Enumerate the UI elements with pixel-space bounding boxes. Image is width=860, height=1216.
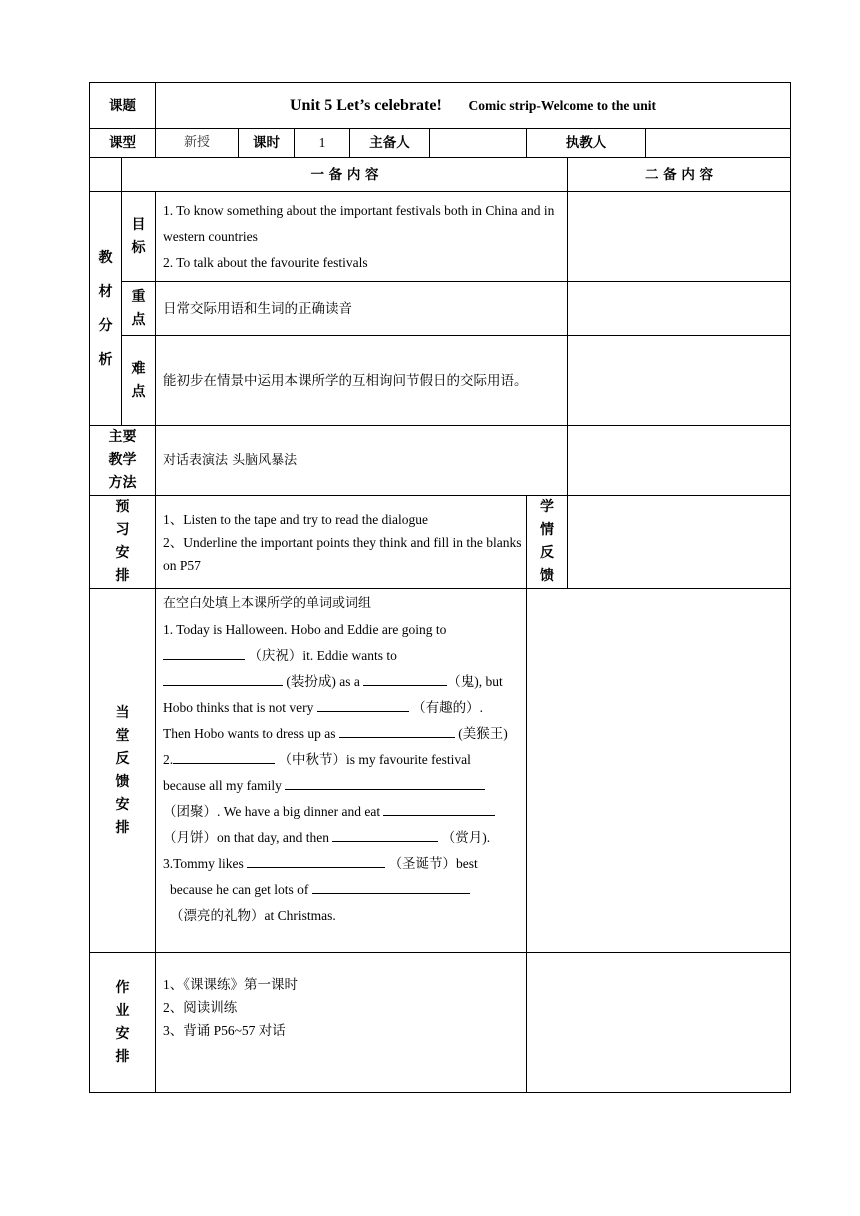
- q2-line-3: （团聚）. We have a big dinner and eat: [163, 799, 522, 825]
- q1-line-4: Hobo thinks that is not very （有趣的）.: [163, 695, 522, 721]
- type-value: 新授: [156, 129, 239, 158]
- objectives-content: [156, 192, 568, 282]
- q1-line-5: Then Hobo wants to dress up as (美猴王): [163, 721, 522, 747]
- homework-content: [156, 953, 527, 1093]
- classwork-intro: 在空白处填上本课所学的单词或词组: [163, 596, 372, 611]
- q2-line-4: （月饼）on that day, and then （赏月).: [163, 825, 522, 851]
- lesson-plan-table: [89, 82, 791, 1093]
- q3-line-2: because he can get lots of: [163, 877, 522, 903]
- homework-item-2: 2、阅读训练: [163, 1000, 238, 1015]
- difficult-label: 难点: [122, 336, 156, 426]
- q1-line-2: （庆祝）it. Eddie wants to: [163, 643, 522, 669]
- objective-1: 1. To know something about the important festivals both in China and in western countries: [163, 202, 555, 244]
- homework-second-prep: [527, 953, 791, 1093]
- q2-line-2: because all my family: [163, 773, 522, 799]
- methods-second-prep: [568, 426, 791, 496]
- classwork-label: 当堂反馈安排: [90, 589, 156, 953]
- topic-label: 课题: [90, 83, 156, 129]
- classwork-second-prep: [527, 589, 791, 953]
- homework-label: 作业安排: [90, 953, 156, 1093]
- analysis-label: [90, 192, 122, 426]
- homework-item-3: 3、背诵 P56~57 对话: [163, 1023, 286, 1038]
- preview-content: [156, 496, 527, 589]
- q1-line-3: (装扮成) as a （鬼), but: [163, 669, 522, 695]
- first-prep-header: 一 备 内 容: [122, 158, 568, 192]
- period-label: 课时: [239, 129, 295, 158]
- preparer-label: 主备人: [350, 129, 430, 158]
- unit-title: Unit 5 Let’s celebrate!: [290, 96, 442, 114]
- homework-item-1: 1、《课课练》第一课时: [163, 977, 298, 992]
- q1-line-1: 1. Today is Halloween. Hobo and Eddie are going to: [163, 622, 447, 637]
- type-label: 课型: [90, 129, 156, 158]
- q3-line-1: 3.Tommy likes （圣诞节）best: [163, 851, 522, 877]
- q2-line-1: 2. （中秋节）is my favourite festival: [163, 747, 522, 773]
- objective-2: 2. To talk about the favourite festivals: [163, 254, 368, 270]
- difficult-content: 能初步在情景中运用本课所学的互相询问节假日的交际用语。: [156, 336, 568, 426]
- blank-cell: [90, 158, 122, 192]
- key-label: 重点: [122, 282, 156, 336]
- methods-label: 主要教学方法: [90, 426, 156, 496]
- page-title: [156, 83, 791, 129]
- objectives-label: 目标: [122, 192, 156, 282]
- teacher-value: [646, 129, 791, 158]
- feedback-label: 学情反馈: [527, 496, 568, 589]
- teacher-label: 执教人: [527, 129, 646, 158]
- preparer-value: [430, 129, 527, 158]
- preview-item-2: 2、Underline the important points they think and fill in the blanks on P57: [163, 534, 522, 573]
- key-second-prep: [568, 282, 791, 336]
- preview-label: 预习安排: [90, 496, 156, 589]
- analysis-label-text: 教材分析: [98, 249, 113, 368]
- classwork-content: [156, 589, 527, 953]
- preview-item-1: 1、Listen to the tape and try to read the dialogue: [163, 511, 429, 527]
- methods-content: 对话表演法 头脑风暴法: [156, 426, 568, 496]
- difficult-second-prep: [568, 336, 791, 426]
- feedback-content: [568, 496, 791, 589]
- q3-line-3: （漂亮的礼物）at Christmas.: [170, 908, 336, 923]
- section-title: Comic strip-Welcome to the unit: [468, 97, 657, 113]
- second-prep-header: 二 备 内 容: [568, 158, 791, 192]
- key-content: 日常交际用语和生词的正确读音: [156, 282, 568, 336]
- objectives-second-prep: [568, 192, 791, 282]
- period-value: 1: [295, 129, 350, 158]
